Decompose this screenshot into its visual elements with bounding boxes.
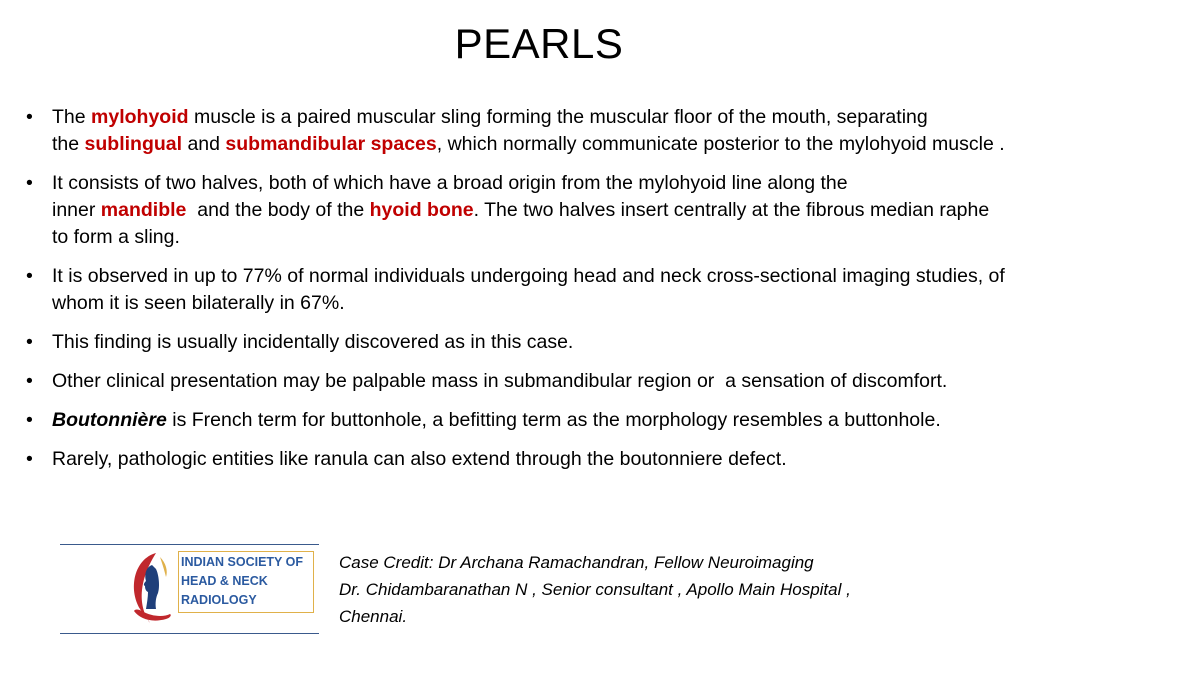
text-run: This finding is usually incidentally discovered as in this case. — [52, 331, 574, 353]
bullet-dot: • — [26, 106, 33, 128]
bullet-dot: • — [26, 265, 33, 287]
text-run: muscle is a paired muscular sling forming the muscular floor of the mouth, separating — [188, 106, 928, 128]
highlight-term: submandibular spaces — [225, 133, 437, 155]
bullet-dot: • — [26, 331, 33, 353]
list-item — [26, 104, 1176, 158]
text-run: . The two halves insert centrally at the fibrous median raphe — [473, 199, 990, 221]
pearls-list — [26, 104, 1176, 485]
text-run: , which normally communicate posterior to the mylohyoid muscle . — [436, 133, 1005, 155]
emphasis-term: Boutonnière — [52, 409, 167, 431]
highlight-term: hyoid bone — [369, 199, 474, 221]
text-run: The — [52, 106, 92, 128]
page-title: PEARLS — [454, 20, 624, 67]
bullet-dot: • — [26, 448, 33, 470]
logo-line: INDIAN SOCIETY OF — [181, 555, 304, 569]
text-run: the — [52, 133, 85, 155]
text-run: Other clinical presentation may be palpable mass in submandibular region or a sensation of discomfort. — [52, 370, 948, 392]
logo-line: RADIOLOGY — [181, 593, 257, 607]
text-run: is French term for buttonhole, a befitting term as the morphology resembles a buttonhole. — [166, 409, 941, 431]
society-logo — [60, 544, 319, 634]
list-item — [26, 407, 1176, 434]
text-run: It consists of two halves, both of which have a broad origin from the mylohyoid line along the — [52, 172, 848, 194]
text-run: to form a sling. — [52, 226, 180, 248]
list-item — [26, 446, 1176, 473]
text-run: inner — [52, 199, 101, 221]
text-run: and — [182, 133, 226, 155]
credit-line: Chennai. — [339, 607, 408, 626]
list-item — [26, 329, 1176, 356]
text-run: It is observed in up to 77% of normal individuals undergoing head and neck cross-sectional imaging studies, of — [52, 265, 1005, 287]
head-neck-logo-icon — [126, 549, 174, 629]
highlight-term: sublingual — [84, 133, 183, 155]
list-item — [26, 170, 1176, 251]
highlight-term: mandible — [100, 199, 187, 221]
text-run: and the body of the — [186, 199, 370, 221]
highlight-term: mylohyoid — [91, 106, 189, 128]
bullet-dot: • — [26, 172, 33, 194]
bullet-dot: • — [26, 409, 33, 431]
credit-line: Case Credit: Dr Archana Ramachandran, Fellow Neuroimaging — [339, 553, 814, 572]
list-item — [26, 368, 1176, 395]
case-credit — [339, 549, 851, 630]
list-item — [26, 263, 1176, 317]
bullet-dot: • — [26, 370, 33, 392]
text-run: Rarely, pathologic entities like ranula can also extend through the boutonniere defect. — [52, 448, 787, 470]
text-run: whom it is seen bilaterally in 67%. — [52, 292, 345, 314]
logo-text-box — [178, 551, 314, 613]
credit-line: Dr. Chidambaranathan N , Senior consultant , Apollo Main Hospital , — [339, 580, 851, 599]
logo-line: HEAD & NECK — [181, 574, 268, 588]
